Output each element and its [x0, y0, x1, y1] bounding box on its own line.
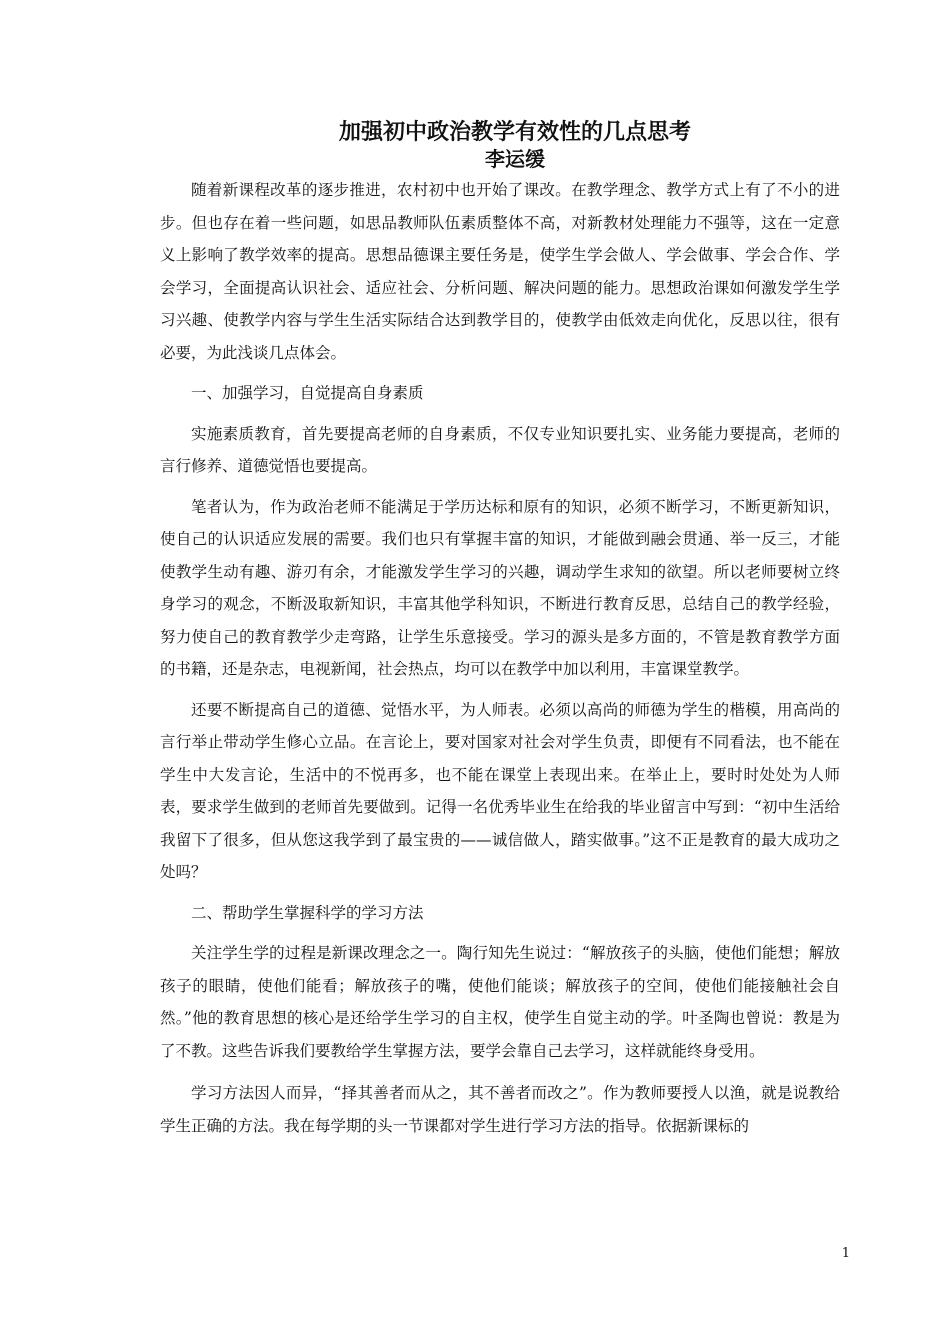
paragraph: 学习方法因人而异，“择其善者而从之，其不善者而改之”。作为教师要授人以渔，就是说教给学生正确的方法。我在每学期的头一节课都对学生进行学习方法的指导。依据新课标的	[160, 1084, 840, 1135]
paragraph: 笔者认为，作为政治老师不能满足于学历达标和原有的知识，必须不断学习，不断更新知识，使自己的认识适应发展的需要。我们也只有掌握丰富的知识，才能做到融会贯通、举一反三，才能使教学生动有趣、游刃有余，才能激发学生学习的兴趣，调动学生求知的欲望。所以老师要树立终身学习的观念，不断汲取新知识，丰富其他学科知识，不断进行教育反思，总结自己的教学经验，努力使自己的教育教学少走弯路，让学生乐意接受。学习的源头是多方面的，不管是教育教学方面的书籍，还是杂志，电视新闻，社会热点，均可以在教学中加以利用，丰富课堂教学。	[160, 497, 840, 678]
section-heading-1: 一、加强学习，自觉提高自身素质	[191, 384, 424, 402]
paragraph: 还要不断提高自己的道德、觉悟水平，为人师表。必须以高尚的师德为学生的楷模，用高尚的言行举止带动学生修心立品。在言论上，要对国家对社会对学生负责，即便有不同看法，也不能在学生中大发言论，生活中的不悦再多，也不能在课堂上表现出来。在举止上，要时时处处为人师表，要求学生做到的老师首先要做到。记得一名优秀毕业生在给我的毕业留言中写到：“初中生活给我留下了很多，但从您这我学到了最宝贵的——诚信做人，踏实做事。”这不正是教育的最大成功之处吗？	[160, 700, 840, 881]
author-name: 李运缓	[485, 147, 545, 171]
document-body	[160, 174, 840, 1142]
page-number: 1	[841, 1246, 850, 1261]
section-heading-2: 二、帮助学生掌握科学的学习方法	[191, 903, 424, 922]
paragraph: 实施素质教育，首先要提高老师的自身素质，不仅专业知识要扎实、业务能力要提高，老师的言行修养、道德觉悟也要提高。	[160, 424, 840, 475]
document-title: 加强初中政治教学有效性的几点思考	[338, 119, 691, 145]
paragraph: 关注学生学的过程是新课改理念之一。陶行知先生说过：“解放孩子的头脑，使他们能想；解放孩子的眼睛，使他们能看；解放孩子的嘴，使他们能谈；解放孩子的空间，使他们能接触社会自然。”他的教育思想的核心是还给学生学习的自主权，使学生自觉主动的学。叶圣陶也曾说：教是为了不教。这些告诉我们要教给学生掌握方法，要学会靠自己去学习，这样就能终身受用。	[160, 944, 840, 1060]
paragraph-intro: 随着新课程改革的逐步推进，农村初中也开始了课改。在教学理念、教学方式上有了不小的进步。但也存在着一些问题，如思品教师队伍素质整体不高，对新教材处理能力不强等，这在一定意义上影响了教学效率的提高。思想品德课主要任务是，使学生学会做人、学会做事、学会合作、学会学习，全面提高认识社会、适应社会、分析问题、解决问题的能力。思想政治课如何激发学生学习兴趣、使教学内容与学生生活实际结合达到教学目的，使教学由低效走向优化，反思以往，很有必要，为此浅谈几点体会。	[160, 181, 840, 362]
